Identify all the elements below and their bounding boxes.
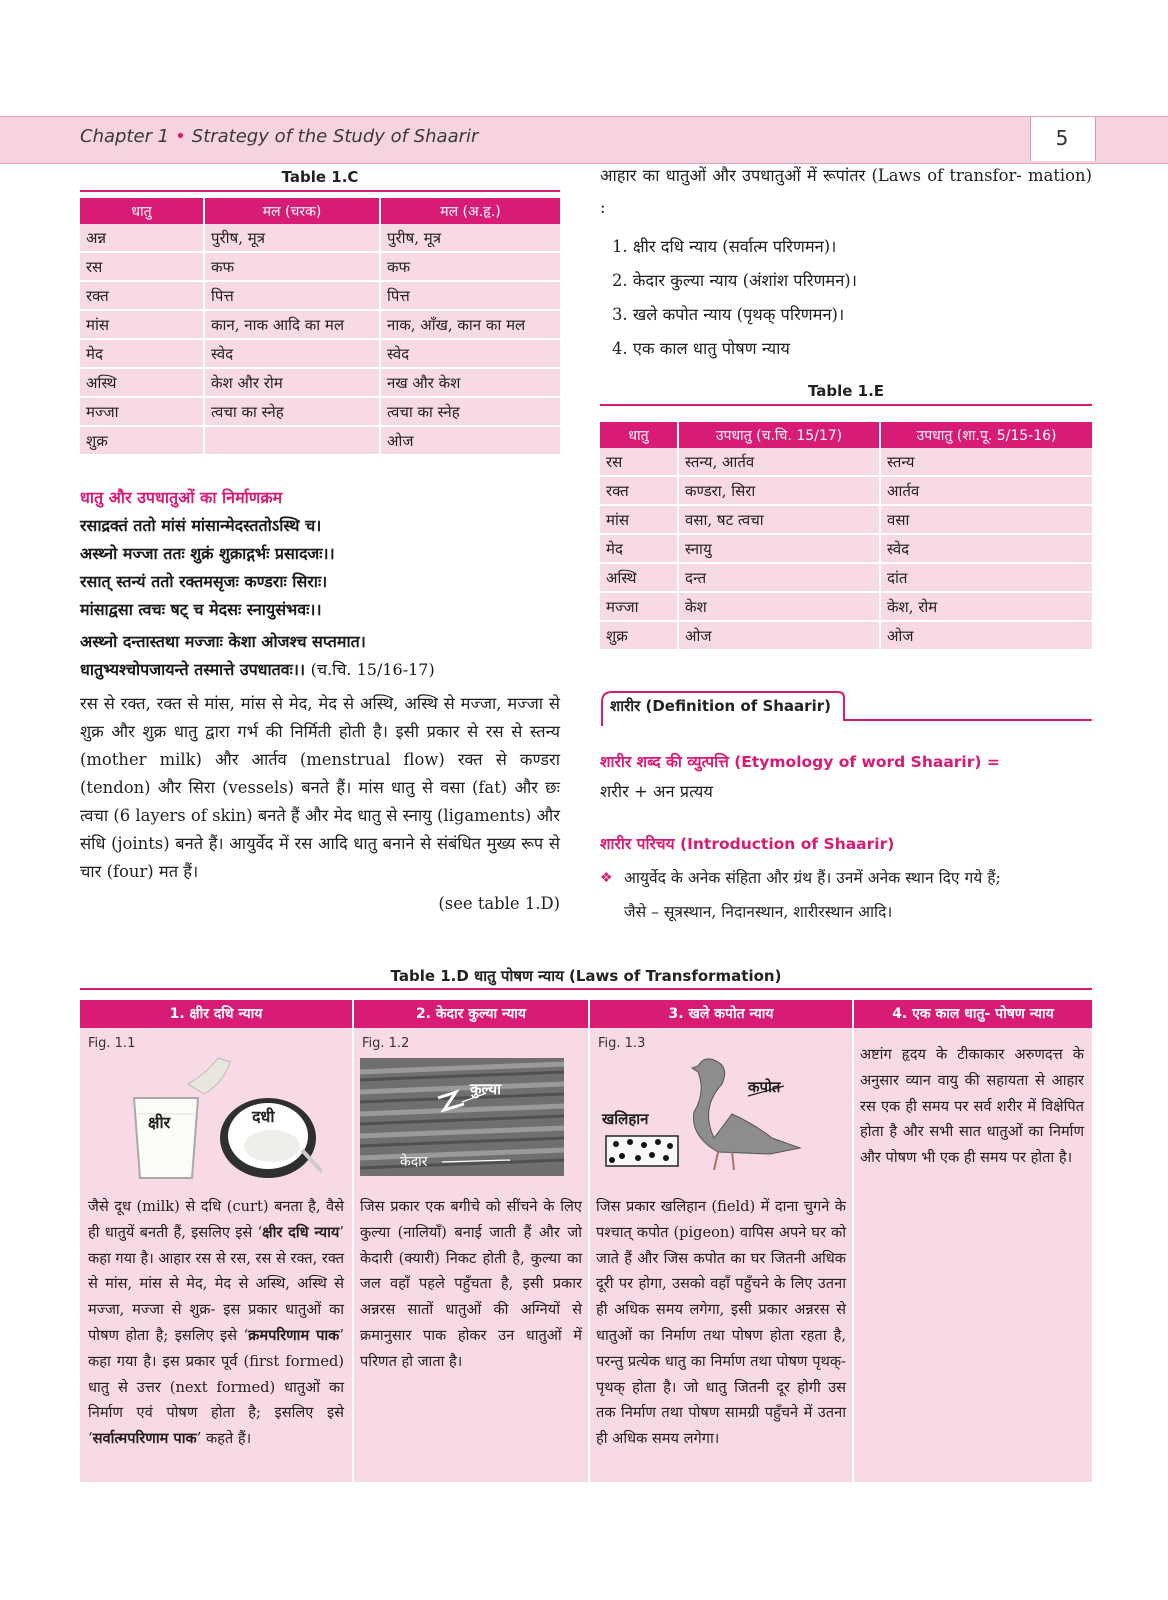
etymology-heading: शारीर शब्द की व्युत्पत्ति (Etymology of word Shaarir) =: [600, 753, 1000, 771]
kshir-dadhi-text: [88, 1194, 344, 1452]
sloka-line: मांसाद्वसा त्वचः षट् च मेदसः स्नायुसंभवः।।: [80, 600, 322, 619]
table-cell: आर्तव: [880, 476, 1092, 505]
sloka-line: धातुभ्यश्चोपजायन्ते तस्मात्ते उपधातवः।।: [80, 660, 306, 679]
table-cell: ओज: [380, 426, 560, 455]
table-cell: अन्न: [80, 224, 204, 252]
table-cell: शुक्र: [600, 621, 678, 650]
table-c-row: [80, 252, 560, 281]
table-c-caption: Table 1.C: [281, 168, 359, 186]
figure-caption: Fig. 1.2: [362, 1036, 410, 1051]
sloka-line: रसाद्रक्तं ततो मांसं मांसान्मेदस्ततोऽस्थि च।: [80, 516, 322, 535]
table-cell: केश: [678, 592, 880, 621]
sloka-line: अस्थ्नो मज्जा ततः शुक्रं शुक्राद्गर्भः प्रसादजः।।: [80, 544, 335, 563]
text-part: जैसे दूध (milk) से दधि (curt) बनता है, वैसे ही धातुयें बनती हैं, इसलिए इसे ‘: [88, 1198, 344, 1241]
kedar-kulya-text: जिस प्रकार एक बगीचे को सींचने के लिए कुल्या (नालियाँ) बनाई जाती हैं और जो केदारी (क्यारी) निकट होती है, कुल्या का जल वहाँ पहले पहुँचता है, इसी प्रकार अन्नरस सातों धातुओं की अग्नियों से क्रमानुसार पाक होकर उन धातुओं में परिणत हो जाता है।: [360, 1198, 582, 1370]
table-cell: पुरीष, मूत्र: [380, 224, 560, 252]
laws-list: [612, 230, 1092, 366]
etymology-text: शरीर + अन प्रत्यय: [600, 782, 713, 801]
table-d-header: 4. एक काल धातु- पोषण न्याय: [854, 1000, 1092, 1028]
table-c-row: [80, 310, 560, 339]
ek-kaal-text: अष्टांग हृदय के टीकाकार अरुणदत्त के अनुसार व्यान वायु की सहायता से आहार रस एक ही समय पर सर्व शरीर में विक्षेपित होता है और सभी सात धातुओं का निर्माण और पोषण भी एक ही समय पर होता है।: [860, 1046, 1084, 1167]
table-cell: पुरीष, मूत्र: [204, 224, 380, 252]
text-part: ’ कहा गया है। आहार रस से रस, रस से रक्त, रक्त से मांस, मांस से मेद, मेद से अस्थि, अस्थि से मज्जा, मज्जा से शुक्र- इस प्रकार धातुओं का पोषण होता है; इसलिए इसे ‘: [88, 1223, 345, 1344]
table-cell: मांस: [600, 505, 678, 534]
table-cell: केश और रोम: [204, 368, 380, 397]
table-c-header: मल (अ.हृ.): [380, 198, 560, 224]
text-part: ’ कहा गया है। इस प्रकार पूर्व (first formed) धातु से उत्तर (next formed) धातुओं का निर्माण एवं पोषण होता है; इसलिए इसे ‘: [88, 1326, 344, 1448]
figure-caption: Fig. 1.3: [598, 1036, 646, 1051]
table-e-row: [600, 621, 1092, 650]
table-cell: स्वेद: [380, 339, 560, 368]
table-cell: मांस: [80, 310, 204, 339]
bold-term: क्रमपरिणाम पाक: [248, 1326, 340, 1344]
table-cell: पित्त: [204, 281, 380, 310]
table-cell: वसा: [880, 505, 1092, 534]
table-cell: [204, 426, 380, 455]
table-e-caption: Table 1.E: [807, 382, 885, 400]
table-d-rule: [80, 988, 1092, 990]
table-c-row: [80, 397, 560, 426]
milk-label: क्षीर: [148, 1113, 171, 1132]
table-e-header: उपधातु (शा.पू. 5/15-16): [880, 422, 1092, 448]
table-cell: रस: [600, 448, 678, 476]
table-c-row: [80, 281, 560, 310]
table-d: [80, 1000, 1092, 1482]
law-item: 4. एक काल धातु पोषण न्याय: [612, 339, 790, 358]
formation-paragraph: रस से रक्त, रक्त से मांस, मांस से मेद, मेद से अस्थि, अस्थि से मज्जा, मज्जा से शुक्र और शुक्र धातु द्वारा गर्भ की निर्मिती होती है। इसी प्रकार से रस से स्तन्य (mother milk) और आर्तव (menstrual flow) रक्त से कण्डरा (tendon) और सिरा (vessels) बनते हैं। मांस धातु से वसा (fat) और छः त्वचा (6 layers of skin) बनते हैं और मेद धातु से स्नायु (ligaments) और संधि (joints) बनते हैं। आयुर्वेद में रस आदि धातु बनाने से संबंधित मुख्य रूप से चार (four) मत हैं।: [80, 694, 560, 881]
table-cell: वसा, षट त्वचा: [678, 505, 880, 534]
shaarir-tab-title: शारीर (Definition of Shaarir): [610, 697, 831, 715]
table-cell: स्तन्य, आर्तव: [678, 448, 880, 476]
sloka-line-last: [80, 656, 570, 684]
table-cell: रक्त: [600, 476, 678, 505]
table-cell: कण्डरा, सिरा: [678, 476, 880, 505]
table-c: [80, 198, 560, 456]
column-divider: [352, 1000, 354, 1482]
pigeon-illustration: [594, 1052, 848, 1180]
sloka-line: अस्थ्नो दन्तास्तथा मज्जाः केशा ओजश्च सप्तमात।: [80, 632, 366, 651]
table-cell: त्वचा का स्नेह: [380, 397, 560, 426]
table-cell: कफ: [380, 252, 560, 281]
milk-curd-illustration: [126, 1054, 322, 1184]
table-c-header: धातु: [80, 198, 204, 224]
table-e-row: [600, 534, 1092, 563]
table-cell: नाक, आँख, कान का मल: [380, 310, 560, 339]
table-c-rule: [80, 190, 560, 192]
table-c-row: [80, 426, 560, 455]
table-cell: दांत: [880, 563, 1092, 592]
khale-kapot-text: जिस प्रकार खलिहान (field) में दाना चुगने के पश्चात् कपोत (pigeon) वापिस अपने घर को जाते हैं और जिस कपोत का घर जितनी अधिक दूरी पर होगा, उसको वहाँ पहुँचने के लिए उतना ही अधिक समय लगेगा, इसी प्रकार अन्नरस से धातुओं का निर्माण तथा पोषण होता रहता है, परन्तु प्रत्येक धातु का निर्माण तथा पोषण पृथक्-पृथक् होता है। जो धातु जितनी दूर होगी उस तक निर्माण तथा पोषण सामग्री पहुँचने में उतना ही अधिक समय लगेगा।: [596, 1198, 846, 1448]
table-cell: कान, नाक आदि का मल: [204, 310, 380, 339]
table-cell: त्वचा का स्नेह: [204, 397, 380, 426]
section-heading-formation: धातु और उपधातुओं का निर्माणक्रम: [80, 488, 283, 507]
figure-caption: Fig. 1.1: [88, 1036, 136, 1051]
field-label: खलिहान: [602, 1110, 649, 1128]
law-item: 3. खले कपोत न्याय (पृथक् परिणमन)।: [612, 305, 845, 324]
table-d-header: 2. केदार कुल्या न्याय: [354, 1000, 588, 1028]
law-item: 1. क्षीर दधि न्याय (सर्वात्म परिणमन)।: [612, 237, 837, 256]
table-cell: स्नायु: [678, 534, 880, 563]
table-cell: कफ: [204, 252, 380, 281]
table-d-caption: Table 1.D धातु पोषण न्याय (Laws of Transformation): [390, 967, 782, 985]
table-cell: रस: [80, 252, 204, 281]
table-cell: स्तन्य: [880, 448, 1092, 476]
bed-label: केदार: [400, 1154, 428, 1170]
sloka-line: रसात् स्तन्यं ततो रक्तमसृजः कण्डराः सिराः।: [80, 572, 328, 591]
table-cell: ओज: [678, 621, 880, 650]
see-table-note: (see table 1.D): [438, 894, 560, 913]
law-item: 2. केदार कुल्या न्याय (अंशांश परिणमन)।: [612, 271, 857, 290]
separator-dot: •: [175, 126, 186, 147]
table-e-row: [600, 448, 1092, 476]
channel-label: कुल्या: [470, 1080, 501, 1098]
shaarir-tab-box: [600, 690, 1092, 728]
bold-term: क्षीर दधि न्याय: [262, 1223, 340, 1241]
table-cell: शुक्र: [80, 426, 204, 455]
table-cell: स्वेद: [880, 534, 1092, 563]
column-divider: [588, 1000, 590, 1482]
bullet-icon: ❖: [600, 870, 613, 886]
field-channel-illustration: [360, 1058, 564, 1176]
chapter-label: Chapter 1: [80, 126, 170, 147]
table-c-header: मल (चरक): [204, 198, 380, 224]
running-head: [80, 126, 478, 147]
page-number: 5: [1055, 126, 1069, 150]
table-c-row: [80, 224, 560, 252]
transformation-intro: आहार का धातुओं और उपधातुओं में रूपांतर (Laws of transfor- mation) :: [600, 166, 1092, 217]
table-c-row: [80, 368, 560, 397]
table-e-header: धातु: [600, 422, 678, 448]
table-e-rule: [600, 404, 1092, 406]
bold-term: सर्वात्मपरिणाम पाक: [92, 1430, 197, 1448]
table-cell: नख और केश: [380, 368, 560, 397]
table-cell: केश, रोम: [880, 592, 1092, 621]
table-c-row: [80, 339, 560, 368]
bullet-line: आयुर्वेद के अनेक संहिता और ग्रंथ हैं। उनमें अनेक स्थान दिए गये हैं;: [624, 869, 1001, 887]
table-cell: मेद: [600, 534, 678, 563]
table-cell: स्वेद: [204, 339, 380, 368]
table-cell: अस्थि: [600, 563, 678, 592]
table-e-row: [600, 592, 1092, 621]
sloka-reference: (च.चि. 15/16-17): [310, 660, 435, 679]
table-e: [600, 422, 1092, 651]
table-d-header: 1. क्षीर दधि न्याय: [80, 1000, 352, 1028]
table-e-header: उपधातु (च.चि. 15/17): [678, 422, 880, 448]
table-e-row: [600, 505, 1092, 534]
introduction-heading: शारीर परिचय (Introduction of Shaarir): [600, 835, 895, 853]
table-cell: मज्जा: [600, 592, 678, 621]
bullet-line: जैसे – सूत्रस्थान, निदानस्थान, शारीरस्थान आदि।: [624, 903, 893, 921]
table-cell: रक्त: [80, 281, 204, 310]
sloka-block: [80, 512, 570, 684]
table-cell: मेद: [80, 339, 204, 368]
table-e-row: [600, 563, 1092, 592]
curd-label: दधी: [252, 1107, 275, 1126]
chapter-title: Strategy of the Study of Shaarir: [191, 126, 479, 147]
column-divider: [852, 1000, 854, 1482]
table-cell: मज्जा: [80, 397, 204, 426]
table-cell: दन्त: [678, 563, 880, 592]
table-cell: अस्थि: [80, 368, 204, 397]
table-cell: ओज: [880, 621, 1092, 650]
table-e-row: [600, 476, 1092, 505]
table-d-header: 3. खले कपोत न्याय: [590, 1000, 852, 1028]
text-part: ’ कहते हैं।: [196, 1430, 252, 1448]
table-cell: पित्त: [380, 281, 560, 310]
pigeon-label: कपोत: [748, 1078, 781, 1096]
